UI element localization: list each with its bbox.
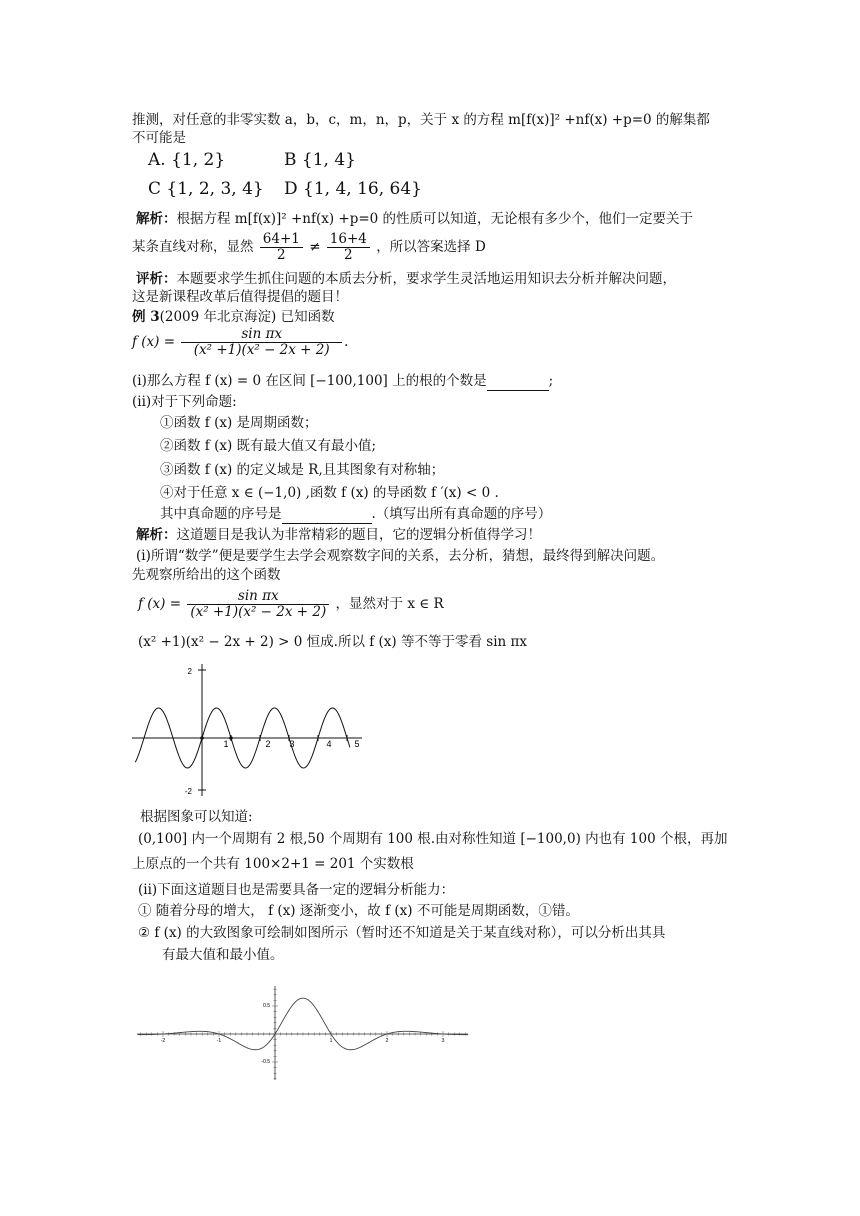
- option-d: D {1, 4, 16, 64}: [284, 179, 422, 199]
- intro-line-1: 推测，对任意的非零实数 a，b，c，m，n，p，关于 x 的方程 m[f(x)]² +nf(x) +p=0 的解集都: [132, 112, 710, 128]
- x-tick-3: 3: [441, 1038, 445, 1044]
- root-dot-origin: [200, 736, 204, 740]
- after-graph-line-6: ② f (x) 的大致图象可绘制如图所示（暂时还不知道是关于某直线对称），可以分析出其具: [138, 925, 666, 941]
- x-tick-neg2: -2: [160, 1038, 166, 1044]
- after-graph-line-3: 上原点的一个共有 100×2+1 = 201 个实数根: [132, 856, 414, 872]
- analysis-2-para-3: (x² +1)(x² − 2x + 2) > 0 恒成.所以 f (x) 等不等于零看 sin πx: [138, 634, 527, 650]
- function-curve: [138, 998, 468, 1050]
- analysis-1-line-1: 解析：根据方程 m[f(x)]² +nf(x) +p=0 的性质可以知道，无论根有多少个，他们一定要关于: [136, 211, 694, 227]
- y-tick-neg2: -2: [184, 787, 192, 796]
- option-a: A. {1, 2}: [148, 150, 226, 170]
- function-definition: f (x) = $\frac{\text{sin πx}}{\text{(x² +1)(x² − 2x + 2)}}$ .: [132, 326, 349, 358]
- answer-blank-2: [282, 505, 372, 524]
- option-b: B {1, 4}: [284, 150, 356, 170]
- x-tick-2: 2: [265, 739, 271, 749]
- analysis-2-function: f (x) = $\frac{\text{sin πx}}{\text{(x² +1)(x² − 2x + 2)}}$ ，显然对于 x ∈ R: [138, 588, 444, 620]
- after-graph-line-1: 根据图象可以知道:: [140, 809, 253, 825]
- example-label: 例 3: [132, 309, 160, 325]
- function-graph: [132, 982, 472, 1082]
- question-i: (i)那么方程 f (x) = 0 在区间 [−100,100] 上的根的个数是 ;: [132, 373, 554, 389]
- comment-label: 评析：: [136, 271, 177, 287]
- analysis-2-line-1: 解析：这道题目是我认为非常精彩的题目，它的逻辑分析值得学习！: [136, 527, 541, 543]
- question-ii-intro: (ii)对于下列命题:: [132, 394, 237, 410]
- analysis-2-para-1: (i)所谓“数学”便是要学生去学会观察数字间的关系，去分析，猜想，最终得到解决问题。: [136, 548, 665, 564]
- intro-line-2: 不可能是: [132, 130, 186, 146]
- root-dot-1: [229, 736, 233, 740]
- analysis-1-line-2: 某条直线对称，显然 $\frac{64+1}{2}$ ≠ $\frac{16+4}{2}$ ，所以答案选择 D: [132, 231, 486, 263]
- fraction-64-plus-1-over-2: $\frac{64+1}{2}$: [260, 232, 303, 263]
- x-tick-5: 5: [354, 739, 360, 749]
- answer-blank-1: [487, 372, 549, 391]
- comment-line-2: 这是新课程改革后值得提倡的题目！: [132, 289, 348, 305]
- analysis-label: 解析：: [136, 211, 177, 227]
- comment-line-1: 评析：本题要求学生抓住问题的本质去分析，要求学生灵活地运用知识去分析并解决问题，: [136, 271, 676, 287]
- option-c: C {1, 2, 3, 4}: [148, 179, 264, 199]
- x-tick-1: 1: [329, 1038, 333, 1044]
- proposition-4: ④对于任意 x ∈ (−1,0) ,函数 f (x) 的导函数 f ′(x) < 0 .: [160, 485, 499, 501]
- after-graph-line-7: 有最大值和最小值。: [162, 947, 284, 963]
- x-tick-3: 3: [289, 739, 295, 749]
- question-ii-tail: 其中真命题的序号是 .（填写出所有真命题的序号）: [160, 506, 552, 522]
- x-tick-2: 2: [385, 1038, 389, 1044]
- after-graph-line-5: ① 随着分母的增大， f (x) 逐渐变小，故 f (x) 不可能是周期函数，①错。: [138, 903, 579, 919]
- y-tick-0.5: 0.5: [263, 1003, 270, 1009]
- after-graph-line-4: (ii)下面这道题目也是需要具备一定的逻辑分析能力：: [138, 882, 455, 898]
- proposition-2: ②函数 f (x) 既有最大值又有最小值;: [160, 438, 377, 454]
- x-tick-neg1: -1: [216, 1038, 222, 1044]
- x-tick-4: 4: [326, 739, 332, 749]
- y-tick-2: 2: [187, 667, 192, 676]
- example-3-heading: 例 3(2009 年北京海淀) 已知函数: [132, 309, 335, 325]
- sine-graph: [132, 660, 368, 800]
- after-graph-line-2: (0,100] 内一个周期有 2 根,50 个周期有 100 根.由对称性知道 [−100,0) 内也有 100 个根，再加: [138, 831, 728, 847]
- proposition-1: ①函数 f (x) 是周期函数；: [160, 415, 318, 431]
- x-tick-1: 1: [223, 739, 229, 749]
- y-tick-neg0.5: -0.5: [261, 1059, 270, 1065]
- proposition-3: ③函数 f (x) 的定义域是 R,且其图象有对称轴；: [160, 462, 445, 478]
- fraction-16-plus-4-over-2: $\frac{16+4}{2}$: [327, 232, 370, 263]
- analysis-2-para-2: 先观察所给出的这个函数: [132, 567, 281, 583]
